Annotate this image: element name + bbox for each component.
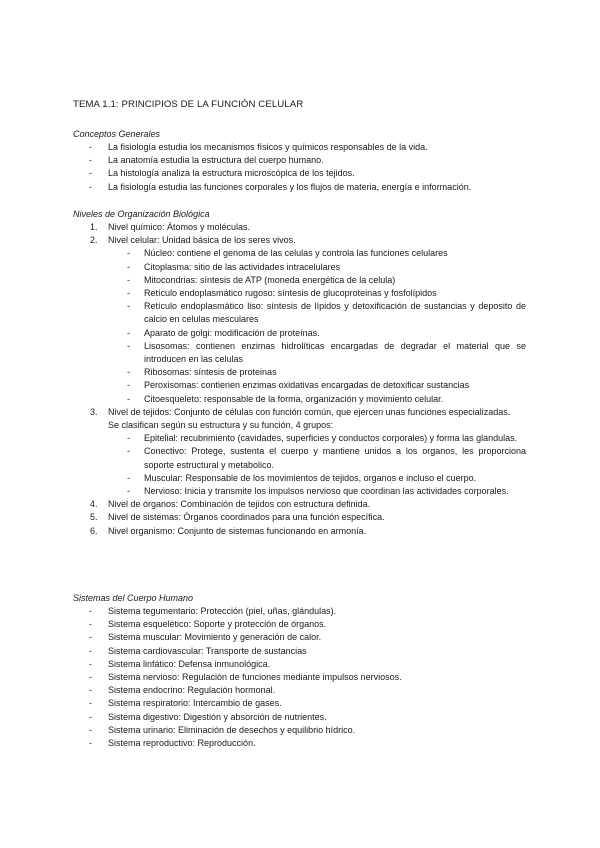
section-heading-niveles: Niveles de Organización Biológica [73,209,210,219]
list-item: - Aparato de golgi: modificación de proteínas. [144,327,526,340]
list-item: - Retículo endoplasmático rugoso: síntesis de glucoproteinas y fosfolípidos [144,287,526,300]
nivel-item-5: 5. Nivel de sistemas: Órganos coordinados para una función específica. [90,512,385,523]
tejidos-sublist [144,432,526,498]
list-item: - Sistema linfático: Defensa inmunológica. [108,658,548,671]
nivel-item-2: 2. Nivel celular: Unidad básica de los seres vivos. - Núcleo: contiene el genoma de las celulas y controla las funciones celulares - Citoplasma: sitio de las actividades intracelulares - Mitocondrias: síntesis de ATP (moneda energética de la celula) - Retículo endoplasmático rugoso: síntesis de glucoproteinas y fosfolípidos - Retículo endoplasmático liso: síntesis de lípidos y detoxificación de sustancias y deposito de calcio en celulas mesculares - Aparato de golgi: modificación de proteínas. - Lisosomas: contienen enzimas hidrolíticas encargadas de degradar el material que se introducen en las celulas - Ribosomas: síntesis de proteinas - Peroxisomas: contienen enzimas oxidativas encargadas de detoxificar sustancias - Citoesqueleto: responsable de la forma, organización y movimiento celular. [108,234,528,406]
conceptos-list [108,141,548,194]
list-item: - La histología analiza la estructura microscópica de los tejidos. [108,167,548,180]
list-item: - Conectivo: Protege, sustenta el cuerpo y mantiene unidos a los organos, les proporciona soporte estructural y metabolico. [144,445,526,471]
niveles-list [90,221,528,538]
list-item: - Sistema cardiovascular: Transporte de sustancias [108,645,548,658]
nivel-item-3: 3. Nivel de tejidos: Conjunto de células con función común, que ejercen unas funciones especializadas. Se clasifican según su estructura y su función, 4 grupos: - Epitelial: recubrimiento (cavidades, superficies y conductos corporales) y forma las glandulas. - Conectivo: Protege, sustenta el cuerpo y mantiene unidos a los organos, les proporciona soporte estructural y metabolico. - Muscular: Responsable de los movimientos de tejidos, organos e incluso el cuerpo. - Nervioso: Inicia y transmite los impulsos nervioso que coordinan las actividades corporales. [108,406,528,498]
nivel-item-4: 4. Nivel de órganos: Combinación de tejidos con estructura definida. [90,499,371,510]
list-item: - Sistema respiratorio: Intercambio de gases. [108,697,548,710]
list-item: - Sistema tegumentario: Protección (piel, uñas, glándulas). [108,605,548,618]
section-heading-conceptos: Conceptos Generales [73,129,161,139]
list-item: - Sistema muscular: Movimiento y generación de calor. [108,631,548,644]
nivel-item-1: 1. Nivel químico: Átomos y moléculas. [90,222,251,232]
list-item: - Núcleo: contiene el genoma de las celulas y controla las funciones celulares [144,247,526,260]
list-item: - Epitelial: recubrimiento (cavidades, superficies y conductos corporales) y forma las glandulas. [144,432,526,445]
celular-sublist [144,247,526,405]
list-item: - Peroxisomas: contienen enzimas oxidativas encargadas de detoxificar sustancias [144,379,526,392]
sistemas-list [108,605,548,750]
list-item: - Lisosomas: contienen enzimas hidrolíticas encargadas de degradar el material que se introducen en las celulas [144,340,526,366]
list-item: - Sistema reproductivo: Reproducción. [108,737,548,750]
list-item: - La fisiología estudia los mecanismos físicos y químicos responsables de la vida. [108,141,548,154]
list-item: - Citoesqueleto: responsable de la forma, organización y movimiento celular. [144,393,526,406]
list-item: - Sistema urinario: Eliminación de desechos y equilibrio hídrico. [108,724,548,737]
list-item: - La anatomía estudia la estructura del cuerpo humano. [108,154,548,167]
list-item: - Ribosomas: síntesis de proteinas [144,366,526,379]
list-item: - Citoplasma: sitio de las actividades intracelulares [144,261,526,274]
nivel-item-6: 6. Nivel organismo: Conjunto de sistemas funcionando en armonía. [90,525,367,536]
list-item: - Retículo endoplasmático liso: síntesis de lípidos y detoxificación de sustancias y deposito de calcio en celulas mesculares [144,300,526,326]
page-title: TEMA 1.1: PRINCIPIOS DE LA FUNCIÓN CELULAR [73,99,304,110]
list-item: - Sistema endocrino: Regulación hormonal. [108,684,548,697]
list-item: - La fisiología estudia las funciones corporales y los flujos de materia, energía e información. [108,181,548,194]
list-item: - Sistema esquelético: Soporte y protección de órganos. [108,618,548,631]
list-item: - Mitocondrias: síntesis de ATP (moneda energética de la celula) [144,274,526,287]
list-item: - Sistema digestivo: Digestión y absorción de nutrientes. [108,711,548,724]
list-item: - Nervioso: Inicia y transmite los impulsos nervioso que coordinan las actividades corporales. [144,485,526,498]
list-item: - Sistema nervioso: Regulación de funciones mediante impulsos nerviosos. [108,671,548,684]
list-item: - Muscular: Responsable de los movimientos de tejidos, organos e incluso el cuerpo. [144,472,526,485]
section-heading-sistemas: Sistemas del Cuerpo Humano [73,593,194,603]
